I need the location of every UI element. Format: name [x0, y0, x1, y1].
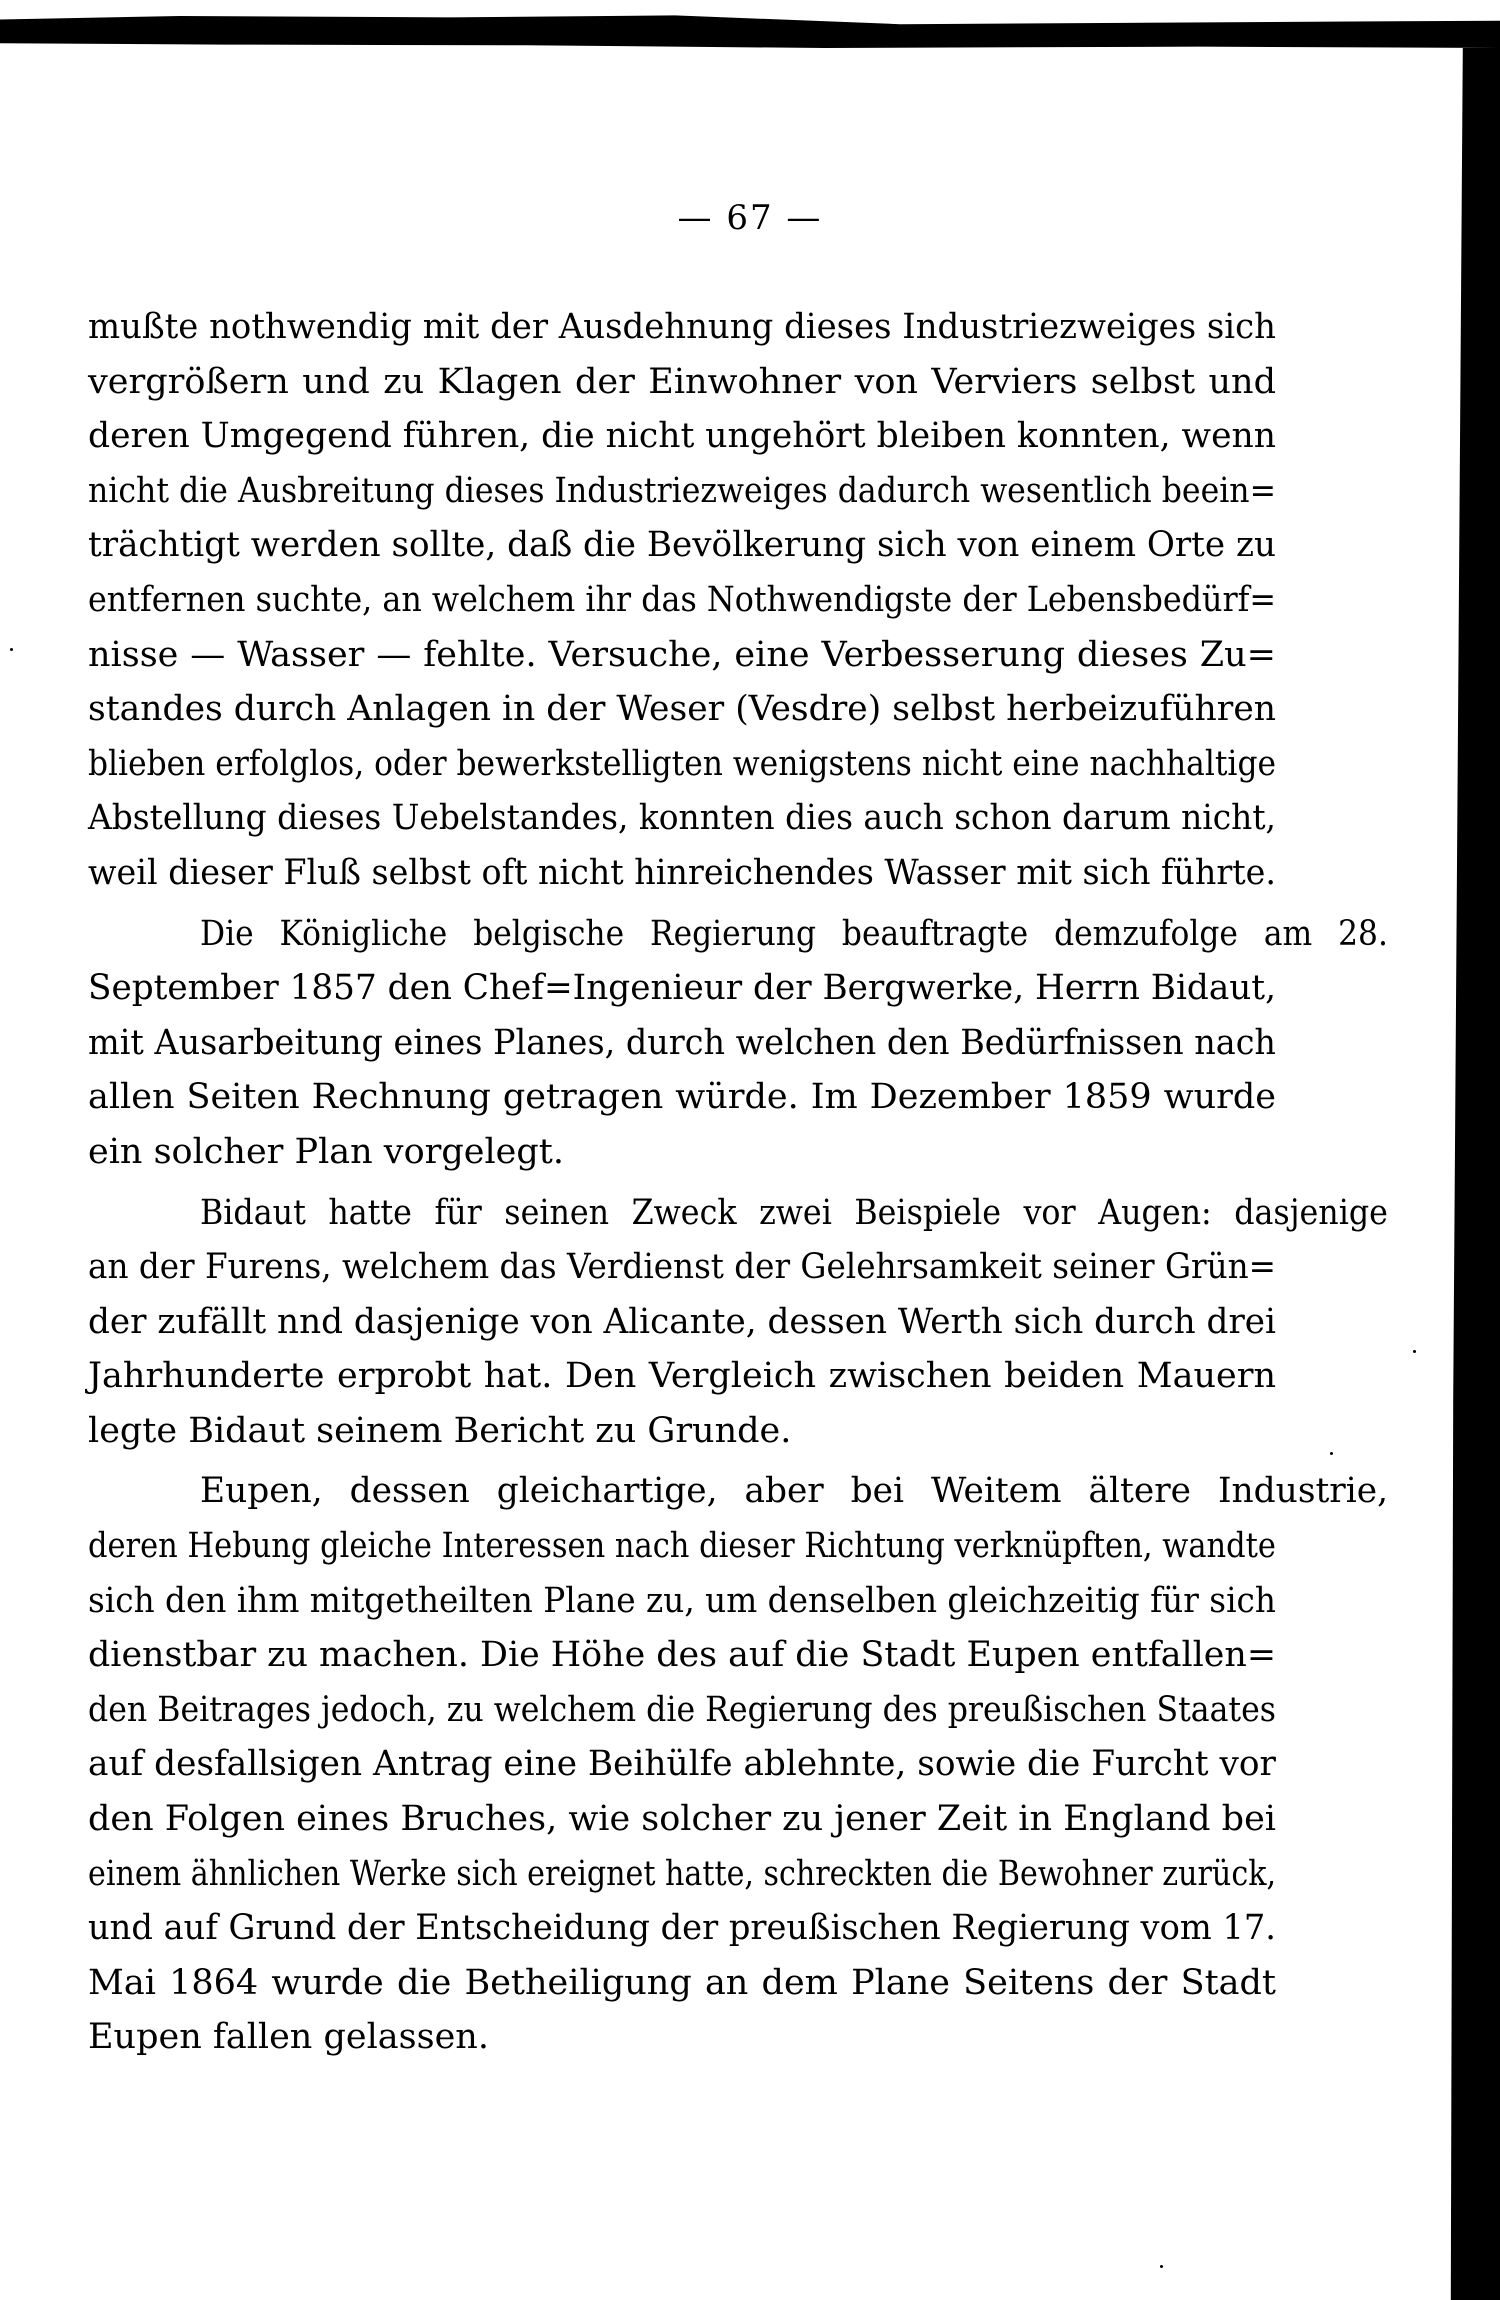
- scan-speck: [1330, 1452, 1333, 1455]
- text-line: einem ähnlichen Werke sich ereignet hatte, schreckten die Bewohner zurück,: [88, 1853, 1277, 1894]
- text-line: auf desfallsigen Antrag eine Beihülfe ablehnte, sowie die Furcht vor: [88, 1744, 1276, 1785]
- text-line: Mai 1864 wurde die Betheiligung an dem Plane Seitens der Stadt: [88, 1962, 1276, 2003]
- text-line: und auf Grund der Entscheidung der preußischen Regierung vom 17.: [88, 1908, 1276, 1949]
- text-line: Eupen, dessen gleichartige, aber bei Weitem ältere Industrie,: [199, 1471, 1389, 1512]
- text-line: ein solcher Plan vorgelegt.: [88, 1131, 564, 1172]
- text-line: den Folgen eines Bruches, wie solcher zu jener Zeit in England bei: [88, 1799, 1276, 1840]
- paragraph-4: [88, 1464, 1389, 2065]
- text-line: Abstellung dieses Uebelstandes, konnten dies auch schon darum nicht,: [88, 798, 1276, 839]
- text-line: deren Umgegend führen, die nicht ungehört bleiben konnten, wenn: [88, 416, 1276, 457]
- scan-top-border: [0, 14, 1500, 48]
- text-line: sich den ihm mitgetheilten Plane zu, um denselben gleichzeitig für sich: [88, 1580, 1276, 1621]
- text-line: entfernen suchte, an welchem ihr das Nothwendigste der Lebensbedürf=: [88, 579, 1277, 620]
- text-line: trächtigt werden sollte, daß die Bevölkerung sich von einem Orte zu: [88, 525, 1277, 566]
- page-number: — 67 —: [677, 198, 823, 238]
- body-text: [88, 300, 1389, 2065]
- text-line: nisse — Wasser — fehlte. Versuche, eine Verbesserung dieses Zu=: [88, 634, 1276, 675]
- text-line: mit Ausarbeitung eines Planes, durch welchen den Bedürfnissen nach: [88, 1022, 1276, 1063]
- text-line: blieben erfolglos, oder bewerkstelligten wenigstens nicht eine nachhaltige: [88, 743, 1277, 784]
- scan-right-border: [1440, 48, 1500, 2300]
- text-line: vergrößern und zu Klagen der Einwohner von Verviers selbst und: [88, 361, 1276, 402]
- text-line: Jahrhunderte erprobt hat. Den Vergleich zwischen beiden Mauern: [88, 1356, 1276, 1397]
- text-line: legte Bidaut seinem Bericht zu Grunde.: [88, 1410, 792, 1451]
- scan-speck: [10, 648, 13, 651]
- scan-speck: [1413, 1350, 1416, 1353]
- paragraph-3: [88, 1186, 1388, 1459]
- text-line: weil dieser Fluß selbst oft nicht hinreichendes Wasser mit sich führte.: [88, 852, 1277, 893]
- text-line: mußte nothwendig mit der Ausdehnung dieses Industriezweiges sich: [88, 307, 1276, 347]
- text-line: September 1857 den Chef=Ingenieur der Bergwerke, Herrn Bidaut,: [88, 968, 1276, 1009]
- text-line: Die Königliche belgische Regierung beauftragte demzufolge am 28.: [199, 913, 1388, 954]
- text-line: der zufällt nnd dasjenige von Alicante, dessen Werth sich durch drei: [88, 1301, 1276, 1342]
- text-line: Bidaut hatte für seinen Zweck zwei Beispiele vor Augen: dasjenige: [199, 1192, 1388, 1233]
- text-line: nicht die Ausbreitung dieses Industriezweiges dadurch wesentlich beein=: [88, 470, 1277, 511]
- text-line: Eupen fallen gelassen.: [88, 2017, 489, 2058]
- scan-speck: [1160, 2265, 1163, 2268]
- text-line: den Beitrages jedoch, zu welchem die Regierung des preußischen Staates: [88, 1689, 1276, 1730]
- text-line: standes durch Anlagen in der Weser (Vesdre) selbst herbeizuführen: [88, 689, 1277, 730]
- paragraph-2: [88, 907, 1388, 1180]
- text-line: dienstbar zu machen. Die Höhe des auf die Stadt Eupen entfallen=: [88, 1635, 1277, 1676]
- text-line: deren Hebung gleiche Interessen nach dieser Richtung verknüpften, wandte: [88, 1526, 1276, 1567]
- paragraph-1: [88, 300, 1276, 901]
- text-line: an der Furens, welchem das Verdienst der Gelehrsamkeit seiner Grün=: [88, 1247, 1276, 1288]
- text-line: allen Seiten Rechnung getragen würde. Im Dezember 1859 wurde: [88, 1077, 1276, 1118]
